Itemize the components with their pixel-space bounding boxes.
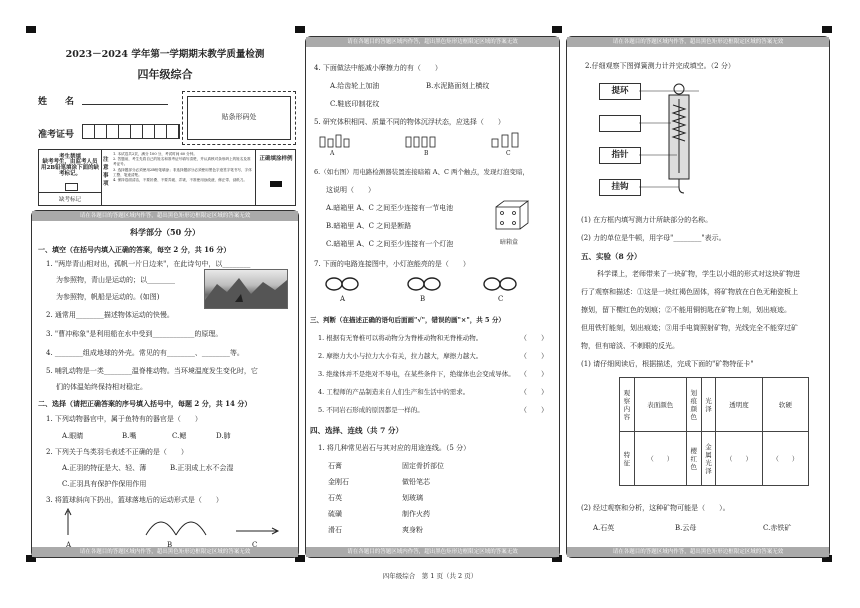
judge-answer[interactable]: （ ） <box>520 406 548 414</box>
option[interactable]: B.云母 <box>675 524 697 532</box>
table-header: 光泽 <box>701 378 716 432</box>
judge-item: 1. 根据有无脊椎可以将动物分为脊椎动物和无脊椎动物。 <box>318 334 483 342</box>
rock-item[interactable]: 金刚石 <box>328 478 349 486</box>
judge-item: 5. 不同岩石形成的原因都是一样的。 <box>318 406 424 414</box>
question-text: 5. 哺乳动物是一类________温脊椎动物。当环境温度发生变化时，它 <box>46 367 258 375</box>
option[interactable]: A.给齿轮上加油 <box>330 82 380 90</box>
option[interactable]: A.正羽的特征是大、轻、薄 <box>62 464 147 472</box>
fill-question: (1) 在方框内填写测力计所缺部分的名称。 <box>581 216 713 224</box>
use-item[interactable]: 做铅笔芯 <box>402 478 430 486</box>
use-item[interactable]: 爽身粉 <box>402 526 423 534</box>
option[interactable]: A.眼睛 <box>62 432 84 440</box>
warning-banner: 请在各题目的答题区域内作答，超出黑色矩形边框限定区域的答案无效 <box>306 547 559 557</box>
experiment-text: 科学课上，老师带来了一块矿物，学生以小组的形式对这块矿物进 <box>597 270 800 278</box>
exam-id-label: 准考证号 <box>38 130 75 140</box>
exam-id-boxes[interactable] <box>82 124 180 139</box>
option-label[interactable]: A <box>66 541 72 549</box>
landscape-image <box>204 269 288 309</box>
use-item[interactable]: 划玻璃 <box>402 494 423 502</box>
table-header: 表面颜色 <box>634 378 686 432</box>
use-item[interactable]: 制作火药 <box>402 510 430 518</box>
barcode-area <box>182 91 296 145</box>
question-text: (1) 请仔细阅读后，根据描述，完成下面的"矿物特征卡" <box>581 360 754 368</box>
section-experiment-title: 五、实验（8 分） <box>581 252 642 261</box>
cylinders-diagram <box>316 131 546 151</box>
dark-box-label: 暗箱盒 <box>500 239 519 246</box>
question-text: 4. ________组成地球的外壳。常见的有________、________等。 <box>46 349 244 357</box>
part-label-box: 指针 <box>599 147 641 164</box>
question-text: 2. 通常用________描述物体运动的快慢。 <box>46 311 174 319</box>
table-cell: 金属光泽 <box>701 432 716 486</box>
judge-item: 3. 绝缘体并不是绝对不导电，在某些条件下，绝缘体也会变成导体。 <box>318 370 515 378</box>
warning-banner: 请在各题目的答题区域内作答，超出黑色矩形边框限定区域的答案无效 <box>32 547 298 557</box>
question-text: 4. 下面做法中能减小摩擦力的有（ ） <box>314 64 442 72</box>
option[interactable]: C.正羽具有保护作保用作用 <box>62 480 147 488</box>
question-text: 2.仔细观察下图弹簧测力计并完成填空。（2 分） <box>585 62 735 70</box>
circuit-diagram <box>324 273 524 295</box>
judge-item: 4. 工程师的产品制造来自人们生产和生活中的需求。 <box>318 388 470 396</box>
judge-answer[interactable]: （ ） <box>520 352 548 360</box>
warning-banner: 请在各题目的答题区域内作答，超出黑色矩形边框限定区域的答案无效 <box>567 37 829 47</box>
rock-item[interactable]: 石膏 <box>328 462 342 470</box>
page-footer: 四年级综合 第 1 页（共 2 页） <box>382 572 478 580</box>
question-text: 们的体温始终保持相对稳定。 <box>56 383 147 391</box>
spring-scale-diagram <box>639 81 699 201</box>
question-text: 6.（如右图）用电路检测器装置连接暗箱 A、C 两个触点，发现灯泡变暗， <box>314 168 530 176</box>
table-cell[interactable]: （ ） <box>762 432 808 486</box>
corner-mark <box>295 26 305 33</box>
table-cell: 特征 <box>620 432 635 486</box>
dark-box-diagram <box>490 197 540 237</box>
question-text: 5. 研究体积相同、质量不同的物体沉浮状态，应选择（ ） <box>314 118 505 126</box>
section-choice-title: 二、选择（请把正确答案的序号填入括号中，每题 2 分，共 14 分） <box>38 399 252 408</box>
motion-diagram <box>56 505 286 541</box>
table-cell[interactable]: （ ） <box>716 432 762 486</box>
option[interactable]: B.暗箱里 A、C 之间是断路 <box>326 222 412 230</box>
part-label-box: 提环 <box>599 83 641 100</box>
option-label[interactable]: B <box>420 295 426 303</box>
option[interactable]: A.暗箱里 A、C 之间至少连接有一节电池 <box>326 204 454 212</box>
rock-item[interactable]: 石英 <box>328 494 342 502</box>
corner-mark <box>552 26 562 33</box>
barcode-label: 贴条形码处 <box>221 113 257 121</box>
fill-question: (2) 力的单位是牛顿，用字母"________"表示。 <box>581 234 726 242</box>
notice-table <box>38 149 296 206</box>
table-header: 划痕颜色 <box>686 378 701 432</box>
question-text: 1. 下列动物器官中，属于鱼特有的器官是（ ） <box>46 415 202 423</box>
question-text: 7. 下面的电路连接图中，小灯泡能亮的是（ ） <box>314 260 470 268</box>
option-label[interactable]: C <box>506 150 511 157</box>
option[interactable]: A.石英 <box>593 524 615 532</box>
exam-title: 2023－2024 学年第一学期期末教学质量检测 <box>65 49 265 60</box>
question-text: 这说明（ ） <box>326 186 375 194</box>
table-header: 软硬 <box>762 378 808 432</box>
judge-item: 2. 摩擦力大小与拉力大小有关，拉力越大，摩擦力越大。 <box>318 352 483 360</box>
option-label[interactable]: C <box>252 541 258 549</box>
option[interactable]: B.水泥路面刻上横纹 <box>426 82 490 90</box>
experiment-text: 物，但有暗淡、不刺眼的反光。 <box>581 342 679 350</box>
experiment-text: 擦划，留下樱红色的划痕；②不能用铜钥匙在矿物上刻，划出痕迹。 <box>581 306 791 314</box>
option[interactable]: D.肺 <box>216 432 231 440</box>
warning-banner: 请在各题目的答题区域内作答，超出黑色矩形边框限定区域的答案无效 <box>32 211 298 221</box>
option-label[interactable]: B <box>167 541 173 549</box>
section-fill-title: 一、填空（在括号内填入正确的答案，每空 2 分，共 16 分） <box>38 245 231 254</box>
section-link-title: 四、选择、连线（共 7 分） <box>310 426 403 435</box>
fill-example-label: 正确填涂样例 <box>259 156 293 162</box>
warning-banner: 请在各题目的答题区域内作答，超出黑色矩形边框限定区域的答案无效 <box>567 547 829 557</box>
option-label[interactable]: A <box>340 295 346 303</box>
subject-title: 四年级综合 <box>137 68 193 81</box>
notice-title: 考生禁填 <box>58 154 81 160</box>
mineral-table <box>619 377 809 486</box>
option-label[interactable]: B <box>424 150 429 157</box>
notice-text: 缺考考生，由监考人员用2B铅笔填涂下面的缺考标记。 <box>41 159 99 177</box>
table-cell: 樱红色 <box>686 432 701 486</box>
name-field[interactable] <box>82 104 168 105</box>
option[interactable]: C.赤铁矿 <box>763 524 792 532</box>
rock-item[interactable]: 硫磺 <box>328 510 342 518</box>
absent-mark-label: 缺考标记 <box>58 197 81 203</box>
science-title: 科学部分（50 分） <box>130 227 200 237</box>
question-text: 1. "两岸青山相对出，孤帆一片日边来"，在此诗句中，以________ <box>46 260 251 268</box>
warning-banner: 请在各题目的答题区域内作答，超出黑色矩形边框限定区域的答案无效 <box>306 37 559 47</box>
rock-item[interactable]: 滑石 <box>328 526 342 534</box>
corner-mark <box>822 26 832 33</box>
question-text: (2) 经过观察和分析，这种矿物可能是（ ）。 <box>581 504 730 512</box>
judge-answer[interactable]: （ ） <box>520 388 548 396</box>
section-judge-title: 三、判断（在描述正确的语句后面画"√"，错误的画"×"，共 5 分） <box>310 316 505 324</box>
question-text: 1. 将几种常见岩石与其对应的用途连线。（5 分） <box>318 444 471 452</box>
option[interactable]: B.嘴 <box>122 432 137 440</box>
corner-mark <box>26 26 36 33</box>
part-label-box: 挂钩 <box>599 179 641 196</box>
question-text: 3. "曹冲称象"是利用船在水中受到____________的原理。 <box>46 330 223 338</box>
attention-item: 4. 保持卷面清洁，不要折叠、不要弄破、弄皱，不准使用涂改液、修正带、刮纸刀。 <box>113 178 247 183</box>
name-label: 姓 名 <box>38 97 75 107</box>
question-text: 2. 下列关于鸟类羽毛表述不正确的是（ ） <box>46 448 188 456</box>
judge-answer[interactable]: （ ） <box>520 370 548 378</box>
experiment-text: 但用铁钉能刻，划出痕迹；③用手电筒照射矿物，光线完全不能穿过矿 <box>581 324 798 332</box>
option-label[interactable]: A <box>330 150 335 157</box>
table-cell[interactable]: （ ） <box>634 432 686 486</box>
question-text: 为参照物，帆船是运动的。(如图) <box>56 293 160 301</box>
question-text: 为参照物，青山是运动的；以________ <box>56 276 175 284</box>
attention-item: 1. 本试卷共2页，满分 100 分，考试时间 60 分钟。 <box>113 152 197 156</box>
part-label-box <box>599 115 641 132</box>
attention-item: 2. 答题前，考生先将自己的姓名和准考证号填写清楚，并认真核对条形码上的姓名及准考证号。 <box>113 157 251 167</box>
option[interactable]: C.暗箱里 A、C 之间至少连接有一个灯泡 <box>326 240 454 248</box>
fill-example-mark <box>270 181 282 187</box>
table-header: 透明度 <box>716 378 762 432</box>
experiment-text: 行了观察和描述：①这是一块红褐色固体，将矿物放在白色无釉瓷板上 <box>581 288 798 296</box>
attention-item: 3. 选择题部分必须使用2B铅笔填涂；非选择题部分必须使用黑色字迹签字笔书写，字体工整、笔迹清楚。 <box>113 167 252 177</box>
option[interactable]: C.鞋底印制花纹 <box>330 100 380 108</box>
answer-area-col2 <box>305 36 560 558</box>
option-label[interactable]: C <box>498 295 504 303</box>
option[interactable]: B.正羽成上水不会湿 <box>170 464 234 472</box>
use-item[interactable]: 固定骨折部位 <box>402 462 444 470</box>
option[interactable]: C.鳃 <box>172 432 187 440</box>
question-text: 3. 将篮球斜向下扔出，篮球落地后的运动形式是（ ） <box>46 496 223 504</box>
attention-label: 注意事项 <box>103 157 109 187</box>
absent-mark-box[interactable] <box>65 183 78 191</box>
table-header: 观察内容 <box>620 378 635 432</box>
answer-area-col3 <box>566 36 830 558</box>
answer-area-col1 <box>31 210 299 558</box>
judge-answer[interactable]: （ ） <box>520 334 548 342</box>
